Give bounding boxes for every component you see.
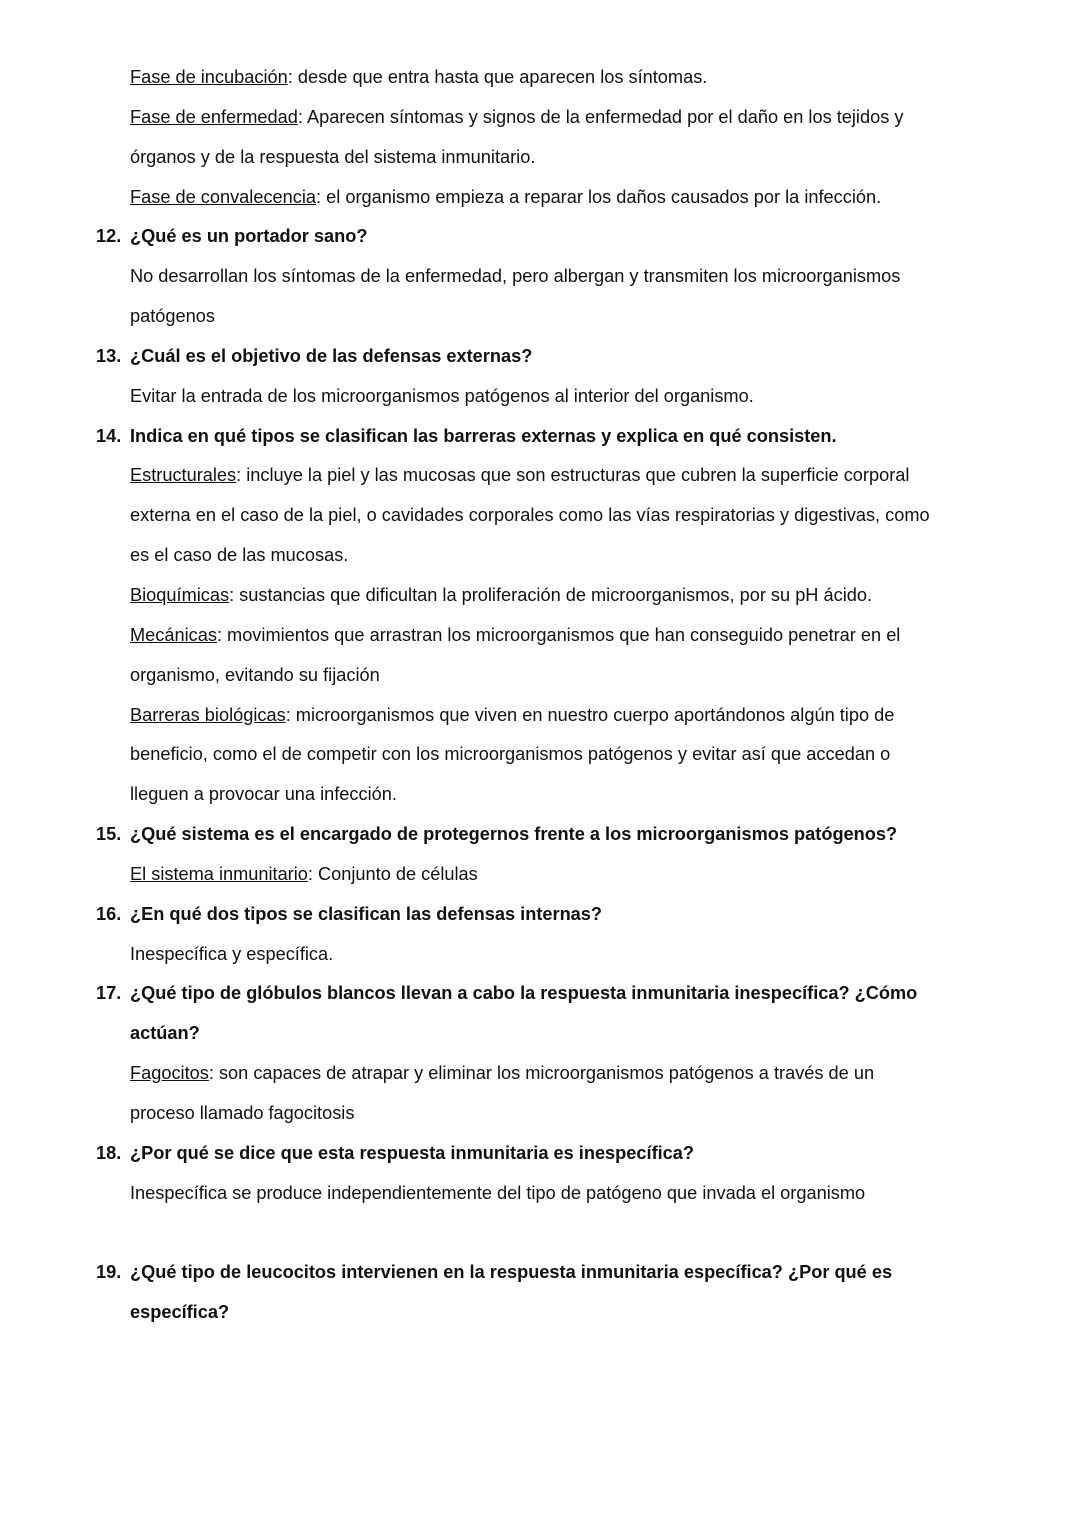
question-line — [0, 337, 1080, 377]
line-text: beneficio, como el de competir con los microorganismos patógenos y evitar así que accedan o — [130, 744, 891, 765]
answer-line — [0, 935, 1080, 975]
answer-line — [0, 297, 1080, 337]
answer-line — [0, 496, 1080, 536]
line-text: organismo, evitando su fijación — [130, 664, 380, 685]
answer-line — [0, 1094, 1080, 1134]
question-line — [0, 1134, 1080, 1174]
question-number: 19. — [96, 1262, 122, 1283]
line-text: : Aparecen síntomas y signos de la enfermedad por el daño en los tejidos y — [297, 106, 904, 127]
question-number: 13. — [96, 345, 122, 366]
term: Bioquímicas — [130, 584, 230, 605]
answer-line — [0, 138, 1080, 178]
question-line — [0, 895, 1080, 935]
question-number: 16. — [96, 903, 122, 924]
question-line — [0, 1253, 1080, 1293]
answer-line — [0, 536, 1080, 576]
line-text: actúan? — [130, 1023, 200, 1044]
line-text: : incluye la piel y las mucosas que son estructuras que cubren la superficie corporal — [236, 465, 910, 486]
document-page — [0, 58, 1080, 1333]
definition-line — [0, 696, 1080, 736]
answer-line — [0, 775, 1080, 815]
line-text: externa en el caso de la piel, o cavidades corporales como las vías respiratorias y digestivas, como — [130, 505, 930, 526]
term: Fase de incubación — [130, 67, 288, 87]
term: Mecánicas — [130, 624, 217, 645]
line-text: patógenos — [130, 306, 215, 327]
definition-line — [0, 855, 1080, 895]
answer-line — [0, 656, 1080, 696]
definition-line — [0, 616, 1080, 656]
definition-line — [0, 178, 1080, 218]
question-line — [0, 1293, 1080, 1333]
definition-line — [0, 576, 1080, 616]
line-text: Evitar la entrada de los microorganismos patógenos al interior del organismo. — [130, 385, 754, 406]
term: Estructurales — [130, 465, 237, 486]
question-line — [0, 1014, 1080, 1054]
blank-line — [0, 1213, 1080, 1253]
line-text: Inespecífica y específica. — [130, 943, 334, 964]
line-text: : movimientos que arrastran los microorganismos que han conseguido penetrar en el — [216, 624, 901, 645]
question-number: 14. — [96, 425, 122, 446]
answer-line — [0, 257, 1080, 297]
line-text: proceso llamado fagocitosis — [130, 1102, 355, 1123]
line-text: Inespecífica se produce independientemente del tipo de patógeno que invada el organismo — [130, 1182, 866, 1203]
question-number: 12. — [96, 226, 122, 247]
line-text: ¿Por qué se dice que esta respuesta inmunitaria es inespecífica? — [130, 1142, 695, 1163]
line-text: Indica en qué tipos se clasifican las barreras externas y explica en qué consisten. — [130, 425, 837, 446]
term: Barreras biológicas — [130, 704, 286, 725]
line-text: específica? — [130, 1302, 230, 1323]
definition-line — [0, 1054, 1080, 1094]
question-number: 15. — [96, 824, 122, 845]
line-text: : Conjunto de células — [307, 863, 478, 884]
term: Fagocitos — [130, 1063, 209, 1084]
line-text: : el organismo empieza a reparar los daños causados por la infección. — [316, 186, 882, 207]
line-text: No desarrollan los síntomas de la enfermedad, pero albergan y transmiten los microorganismos — [130, 266, 901, 287]
line-text: ¿Qué tipo de leucocitos intervienen en la respuesta inmunitaria específica? ¿Por qué es — [130, 1262, 893, 1283]
question-number: 18. — [96, 1142, 122, 1163]
line-text: órganos y de la respuesta del sistema inmunitario. — [130, 146, 536, 167]
question-line — [0, 417, 1080, 457]
line-text: : sustancias que dificultan la proliferación de microorganismos, por su pH ácido. — [229, 584, 873, 605]
answer-line — [0, 735, 1080, 775]
line-text: es el caso de las mucosas. — [130, 545, 349, 566]
line-text: : son capaces de atrapar y eliminar los microorganismos patógenos a través de un — [208, 1063, 875, 1084]
line-text: ¿Qué es un portador sano? — [130, 226, 368, 247]
line-text: : desde que entra hasta que aparecen los síntomas. — [287, 67, 708, 87]
line-text: : microorganismos que viven en nuestro cuerpo aportándonos algún tipo de — [285, 704, 895, 725]
term: Fase de enfermedad — [130, 106, 298, 127]
line-text: ¿Qué tipo de glóbulos blancos llevan a cabo la respuesta inmunitaria inespecífica? ¿Cómo — [130, 983, 918, 1004]
definition-line — [0, 456, 1080, 496]
line-text: ¿En qué dos tipos se clasifican las defensas internas? — [130, 903, 603, 924]
question-line — [0, 815, 1080, 855]
term: El sistema inmunitario — [130, 863, 308, 884]
answer-line — [0, 377, 1080, 417]
question-line — [0, 217, 1080, 257]
term: Fase de convalecencia — [130, 186, 317, 207]
line-text: ¿Qué sistema es el encargado de protegernos frente a los microorganismos patógenos? — [130, 824, 898, 845]
question-number: 17. — [96, 983, 122, 1004]
line-text: lleguen a provocar una infección. — [130, 784, 397, 805]
answer-line — [0, 1174, 1080, 1214]
question-line — [0, 974, 1080, 1014]
definition-line — [0, 98, 1080, 138]
line-text: ¿Cuál es el objetivo de las defensas externas? — [130, 345, 533, 366]
definition-line — [0, 58, 1080, 98]
